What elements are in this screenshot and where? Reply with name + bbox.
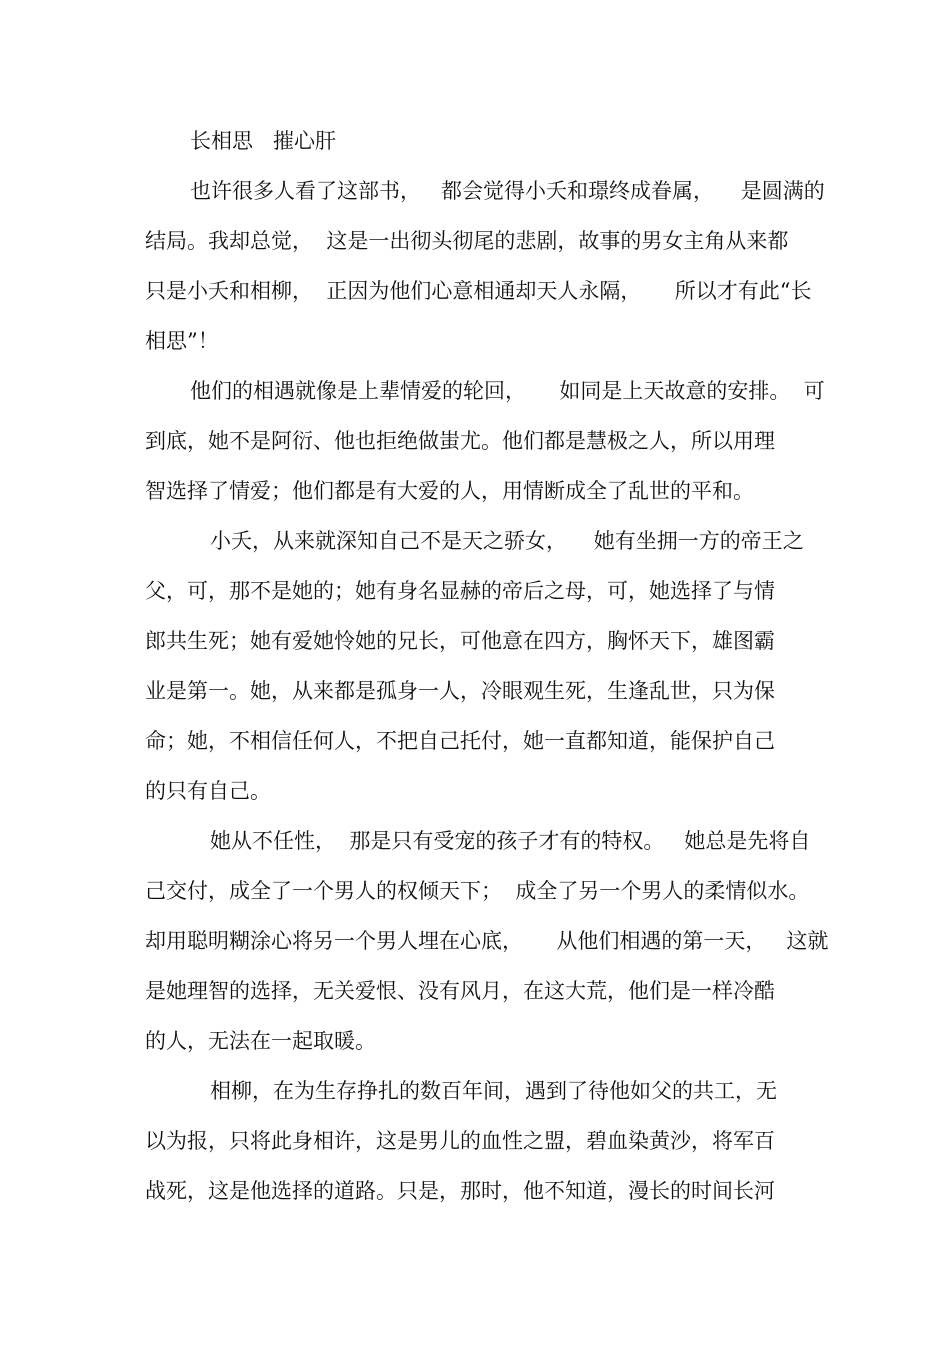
paragraph-3-line-6: 的只有自己。 bbox=[145, 779, 271, 803]
paragraph-1-line-1: 也许很多人看了这部书， 都会觉得小夭和璟终成眷属， 是圆满的 bbox=[190, 179, 825, 203]
paragraph-1-line-3: 只是小夭和相柳， 正因为他们心意相通却天人永隔， 所以才有此“长 bbox=[145, 279, 812, 303]
paragraph-2-line-3: 智选择了情爱；他们都是有大爱的人，用情断成全了乱世的平和。 bbox=[145, 479, 754, 503]
paragraph-4-line-4: 是她理智的选择，无关爱恨、没有风月，在这大荒，他们是一样冷酷 bbox=[145, 979, 775, 1003]
paragraph-3-line-2: 父，可，那不是她的；她有身名显赫的帝后之母，可，她选择了与情 bbox=[145, 579, 775, 603]
paragraph-5-line-3: 战死，这是他选择的道路。只是，那时，他不知道，漫长的时间长河 bbox=[145, 1179, 775, 1203]
paragraph-3-line-4: 业是第一。她，从来都是孤身一人，冷眼观生死，生逢乱世，只为保 bbox=[145, 679, 775, 703]
paragraph-3-line-3: 郎共生死；她有爱她怜她的兄长，可他意在四方，胸怀天下，雄图霸 bbox=[145, 629, 775, 653]
paragraph-4-line-1: 她从不任性， 那是只有受宠的孩子才有的特权。 她总是先将自 bbox=[210, 829, 811, 853]
paragraph-1-line-2: 结局。我却总觉， 这是一出彻头彻尾的悲剧，故事的男女主角从来都 bbox=[145, 229, 789, 253]
paragraph-4-line-2: 己交付，成全了一个男人的权倾天下； 成全了另一个男人的柔情似水。 bbox=[145, 879, 810, 903]
paragraph-5-line-2: 以为报，只将此身相许，这是男儿的血性之盟，碧血染黄沙，将军百 bbox=[145, 1129, 775, 1153]
paragraph-2-line-2: 到底，她不是阿衍、他也拒绝做蚩尤。他们都是慧极之人，所以用理 bbox=[145, 429, 775, 453]
paragraph-1-line-4: 相思”！ bbox=[145, 329, 219, 353]
paragraph-5-line-1: 相柳，在为生存挣扎的数百年间，遇到了待他如父的共工，无 bbox=[210, 1079, 777, 1103]
paragraph-3-line-5: 命；她，不相信任何人，不把自己托付，她一直都知道，能保护自己 bbox=[145, 729, 775, 753]
paragraph-4-line-3: 却用聪明糊涂心将另一个男人埋在心底， 从他们相遇的第一天， 这就 bbox=[145, 929, 829, 953]
paragraph-4-line-5: 的人，无法在一起取暖。 bbox=[145, 1029, 376, 1053]
paragraph-3-line-1: 小夭，从来就深知自己不是天之骄女， 她有坐拥一方的帝王之 bbox=[210, 529, 804, 553]
paragraph-2-line-1: 他们的相遇就像是上辈情爱的轮回， 如同是上天故意的安排。 可 bbox=[190, 379, 825, 403]
document-title: 长相思 摧心肝 bbox=[190, 129, 337, 153]
